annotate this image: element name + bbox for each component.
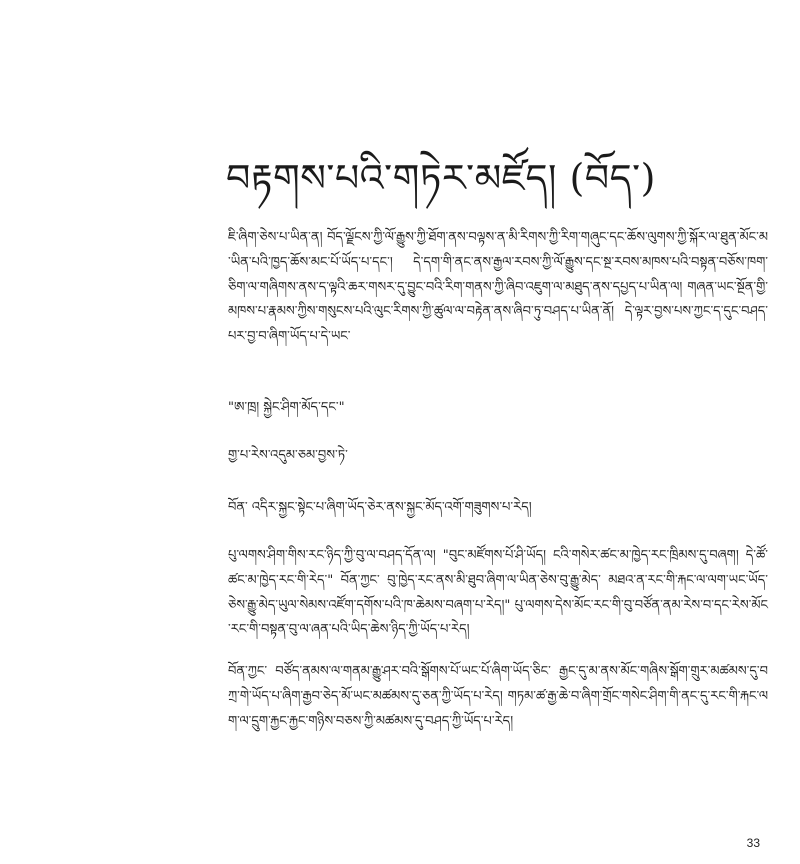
body-paragraph-3: བོན་ཀྱང་ བཙོད་ནམས་ལ་གནམ་རྒྱུ་ཤར་བའི་སྒོགས་པོ་ཡང་པོ་ཞིག་ཡོད་ཅིང་ རྒྱང་དུ་མ་ནས་མོང་གཞིས་སྒོག་གྲུར་མཚམས་དུ་བཀྲ་གེ་ཡོད་པ་ཞིག་རྒྱབ་ཅེད་མོ་ཡང་མཚམས་དུ་ཅན་ཀྱི་ཡོད་པ་རེད། གཏམ་ཚ་རྒྱ་ཆེ་བ་ཞིག་གྲོང་གསེང་ཤིག་གི་ནང་དུ་རང་གི་རྐང་ལག་ལ་དྲུག་རྐྱང་རྐྱང་གཉིས་བཅས་ཀྱི་མཚམས་དུ་བཤད་ཀྱི་ཡོད་པ་རེད། bbox=[228, 664, 768, 729]
body-paragraph-2: པུ་ལགས་ཤིག་གིས་རང་ཉིད་ཀྱི་བུ་ལ་བཤད་དོན་ལ། "བུང་མཛོགས་པོ་ཤི་ཡོད། ངའི་གསེར་ཚང་མ་ཁྱེད་རང་ཁྲིམས་དུ་བཞག། དེ་ཚོ་ཚང་མ་ཁྱེད་རང་གི་རེད་" བོན་ཀྱང་ བུ་ཁྱེད་རང་ནས་མི་ཐུབ་ཞིག་ལ་ཡིན་ཅེས་བུ་རྒྱུ་མེད་ མཐའ་ན་རང་གི་རྐང་ལ་ལག་ཡང་ཡོད་ཅེས་རྒྱུ་མེད་ཡུལ་སེམས་འཛོག་དགོས་པའི་ཁ་ཆེམས་བཞག་པ་རེད།" པུ་ལགས་དེས་མོང་རང་གི་བུ་བཙོན་ནམ་རེས་བ་དང་རེས་མོང་རང་གི་བསྟན་བུ་ལ་ཞན་པའི་ཡིད་ཆེས་ཉིད་ཀྱི་ཡོད་པ་རེད། bbox=[228, 548, 768, 638]
body-line-b: བོན་ འདིར་སྐྱང་སྟེང་པ་ཞིག་ཡོད་ཅེར་ནས་སྐྱང་མོད་འགོ་གཟུགས་པ་རེད། bbox=[228, 500, 532, 515]
page-number: 33 bbox=[746, 836, 760, 850]
quoted-line: "ཨ་ཁྲ། སྐྱེང་ཤིག་མོད་དང་" bbox=[228, 400, 345, 415]
body-paragraph-1: ཇི་ཞིག་ཅེས་པ་ཡིན་ན། བོད་ལྗོངས་ཀྱི་ལོ་རྒྱུས་ཀྱི་ཐོག་ནས་བལྟས་ན་མི་རིགས་ཀྱི་རིག་གཞུང་དང་ཆོས་ལུགས་ཀྱི་སྐོར་ལ་ཐུན་མོང་མ་ཡིན་པའི་ཁྱད་ཆོས་མང་པོ་ཡོད་པ་དང་། དེ་དག་གི་ནང་ནས་རྒྱལ་རབས་ཀྱི་ལོ་རྒྱུས་དང་སྔ་རབས་མཁས་པའི་བསྟན་བཅོས་ཁག་ཅིག་ལ་གཞིགས་ནས་ད་ལྟའི་ཆར་གསར་དུ་བྱུང་བའི་རིག་གནས་ཀྱི་ཞིབ་འཇུག་ལ་མཐུད་ནས་དཔྱད་པ་ཡིན་ལ། གཞན་ཡང་སྔོན་གྱི་མཁས་པ་རྣམས་ཀྱིས་གསུངས་པའི་ལུང་རིགས་ཀྱི་ཚུལ་ལ་བརྟེན་ནས་ཞིབ་ཏུ་བཤད་པ་ཡིན་ནོ། དེ་ལྟར་བྱས་པས་ཀྱང་ད་དུང་བཤད་པར་བྱ་བ་ཞིག་ཡོད་པ་དེ་ཡང་ bbox=[228, 230, 768, 345]
body-line-a: གྱ་པ་རེས་འདུམ་ཅམ་བྱས་ཏེ་ bbox=[228, 448, 348, 463]
page-title: བརྟགས་པའི་གཏེར་མཛོད། (བོད་) bbox=[226, 156, 656, 200]
